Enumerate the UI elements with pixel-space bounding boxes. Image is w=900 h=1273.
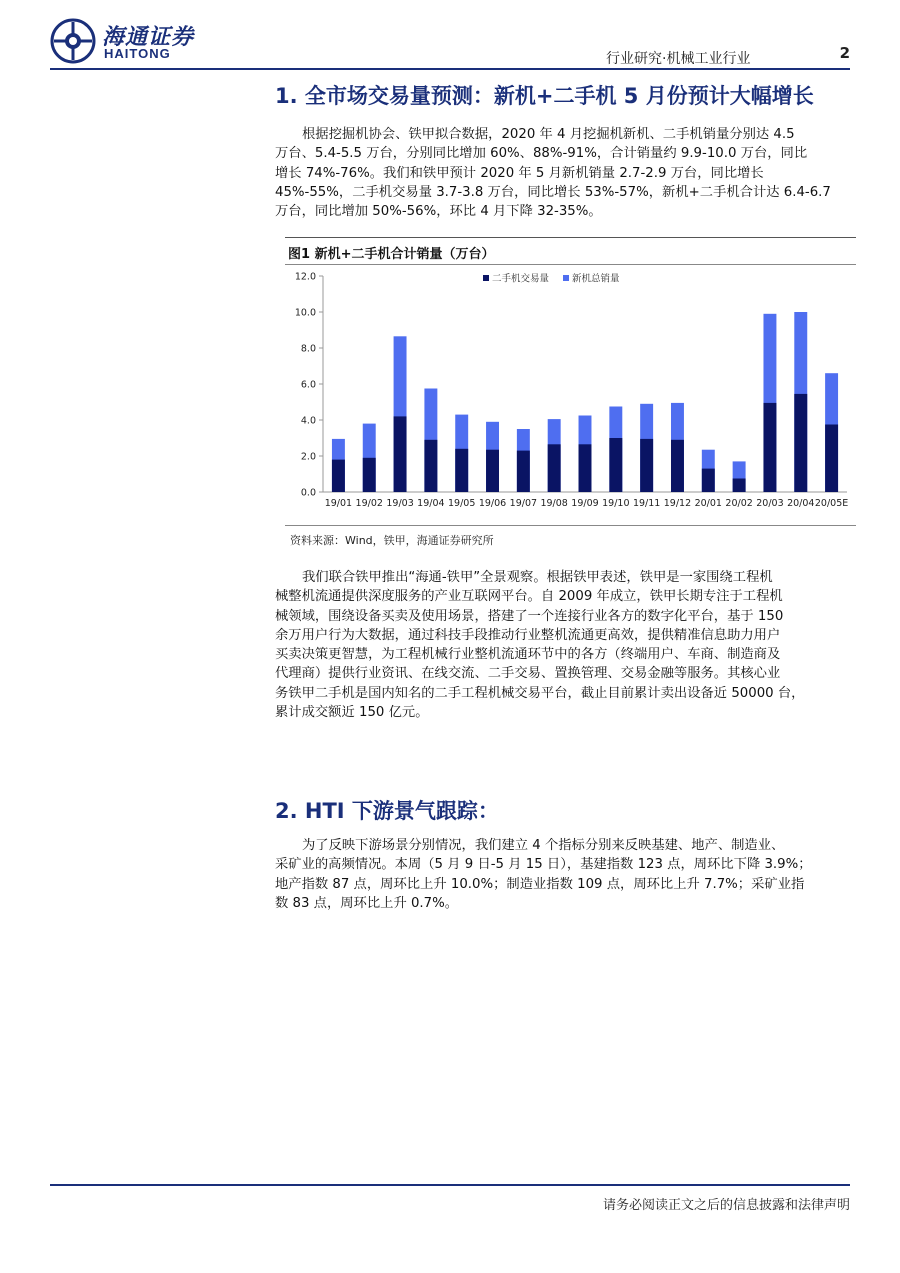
x-tick-label: 20/03: [756, 498, 784, 509]
bar-used-machines: [548, 444, 561, 492]
section-1-paragraph-2: [275, 568, 851, 722]
bar-used-machines: [733, 479, 746, 493]
bar-used-machines: [517, 451, 530, 492]
legend-label: 新机总销量: [572, 273, 620, 285]
bar-used-machines: [363, 458, 376, 492]
paragraph-line: 我们联合铁甲推出“海通-铁甲”全景观察。根据铁甲表述，铁甲是一家围绕工程机: [302, 570, 773, 585]
x-tick-label: 19/07: [509, 498, 538, 509]
y-tick-label: 12.0: [294, 271, 316, 283]
x-tick-label: 20/01: [694, 498, 722, 509]
bar-used-machines: [579, 444, 592, 492]
paragraph-line: 万台，同比增加 50%-56%，环比 4 月下降 32-35%。: [275, 204, 602, 220]
paragraph-line: 数 83 点，周环比上升 0.7%。: [275, 895, 459, 911]
page-number: 2: [839, 44, 850, 62]
bar-used-machines: [332, 460, 345, 492]
bar-used-machines: [424, 440, 437, 492]
y-tick-label: 8.0: [300, 343, 316, 355]
paragraph-line: 采矿业的高频情况。本周（5 月 9 日-5 月 15 日），基建指数 123 点，周环比下降 3.9%；: [275, 857, 812, 873]
paragraph-line: 45%-55%，二手机交易量 3.7-3.8 万台，同比增长 53%-57%，新机+二手机合计达 6.4-6.7: [275, 184, 831, 200]
bar-used-machines: [609, 438, 622, 492]
paragraph-line: 余万用户行为大数据，通过科技手段推动行业整机流通更高效，提供精准信息助力用户: [275, 627, 781, 643]
figure-bottom-rule: [285, 525, 856, 526]
x-tick-label: 19/01: [324, 498, 353, 509]
x-tick-label: 20/04: [787, 498, 815, 509]
x-tick-label: 19/02: [355, 498, 383, 509]
x-tick-label: 19/04: [417, 498, 445, 509]
paragraph-line: 买卖决策更智慧，为工程机械行业整机流通环节中的各方（终端用户、车商、制造商及: [275, 647, 781, 663]
footer-divider: [50, 1184, 850, 1186]
paragraph-line: 为了反映下游场景分别情况，我们建立 4 个指标分别来反映基建、地产、制造业、: [302, 838, 785, 853]
bar-used-machines: [671, 440, 684, 492]
x-tick-label: 19/11: [632, 498, 661, 509]
section-2-paragraph: [275, 836, 851, 913]
section-2-heading: 2. HTI 下游景气跟踪：: [275, 799, 499, 823]
figure-title: 图1 新机+二手机合计销量（万台）: [288, 247, 495, 262]
bar-used-machines: [763, 403, 776, 492]
sales-bar-chart: [285, 266, 856, 522]
figure-top-rule: [285, 237, 856, 238]
logo-chinese-name: 海通证券: [102, 24, 195, 50]
paragraph-line: 械整机流通提供深度服务的产业互联网平台。自 2009 年成立，铁甲长期专注于工程机: [275, 589, 783, 605]
bar-used-machines: [825, 425, 838, 493]
legend-swatch: [563, 275, 569, 281]
bar-used-machines: [455, 449, 468, 492]
x-tick-label: 20/02: [725, 498, 753, 509]
paragraph-line: 地产指数 87 点，周环比上升 10.0%；制造业指数 109 点，周环比上升 7.7%；采矿业指: [275, 876, 805, 892]
figure-source: 资料来源：Wind，铁甲，海通证券研究所: [290, 534, 494, 547]
x-tick-label: 19/09: [571, 498, 599, 509]
header-divider: [50, 68, 850, 70]
figure-title-rule: [285, 264, 856, 265]
y-tick-label: 10.0: [294, 307, 316, 319]
paragraph-line: 万台、5.4-5.5 万台，分别同比增加 60%、88%-91%，合计销量约 9.9-10.0 万台，同比: [275, 146, 808, 162]
y-tick-label: 6.0: [300, 379, 316, 391]
x-tick-label: 19/12: [663, 498, 692, 509]
bar-used-machines: [640, 439, 653, 492]
x-tick-label: 19/05: [448, 498, 476, 509]
haitong-logo-emblem: [50, 18, 96, 64]
paragraph-line: 务铁甲二手机是国内知名的二手工程机械交易平台，截止目前累计卖出设备近 50000 台，: [275, 685, 805, 701]
x-tick-label: 19/06: [478, 498, 507, 509]
legend-swatch: [483, 275, 489, 281]
paragraph-line: 代理商）提供行业资讯、在线交流、二手交易、置换管理、交易金融等服务。其核心业: [275, 666, 781, 682]
x-tick-label: 19/10: [602, 498, 630, 509]
paragraph-line: 累计成交额近 150 亿元。: [275, 705, 429, 721]
x-tick-label: 20/05E: [814, 498, 849, 509]
bar-used-machines: [794, 394, 807, 492]
paragraph-line: 械领域，围绕设备买卖及使用场景，搭建了一个连接行业各方的数字化平台，基于 150: [275, 608, 784, 624]
legend-label: 二手机交易量: [492, 273, 550, 285]
paragraph-line: 根据挖掘机协会、铁甲拟合数据，2020 年 4 月挖掘机新机、二手机销量分别达 4.5: [302, 127, 795, 142]
bar-used-machines: [702, 469, 715, 492]
report-category: 行业研究·机械工业行业: [606, 51, 751, 67]
bar-used-machines: [486, 450, 499, 492]
y-tick-label: 2.0: [300, 451, 316, 463]
logo-english-name: HAITONG: [104, 46, 171, 61]
section-1-heading: 1. 全市场交易量预测：新机+二手机 5 月份预计大幅增长: [275, 84, 814, 108]
bar-used-machines: [394, 416, 407, 492]
legal-disclaimer: 请务必阅读正文之后的信息披露和法律声明: [602, 1198, 850, 1213]
x-tick-label: 19/03: [386, 498, 414, 509]
x-tick-label: 19/08: [540, 498, 568, 509]
y-tick-label: 4.0: [300, 415, 316, 427]
y-tick-label: 0.0: [300, 487, 316, 499]
section-1-paragraph: [275, 125, 851, 221]
paragraph-line: 增长 74%-76%。我们和铁甲预计 2020 年 5 月新机销量 2.7-2.9 万台，同比增长: [275, 165, 764, 181]
